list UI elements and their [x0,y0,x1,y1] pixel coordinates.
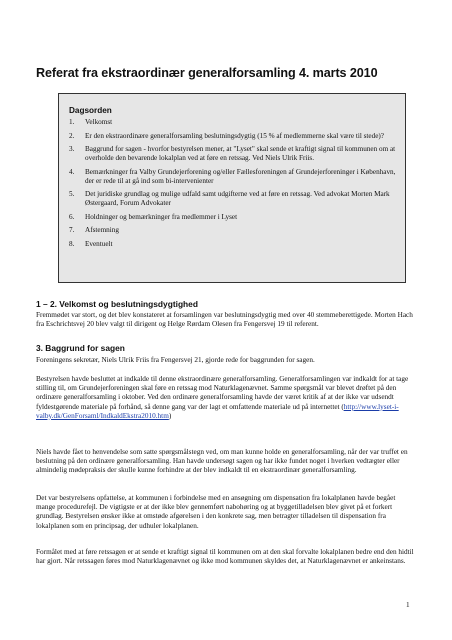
agenda-item-number: 8. [69,239,75,248]
agenda-list [69,118,399,253]
agenda-box [58,93,406,283]
section-paragraph: Formålet med at føre retssagen er at sende et kraftigt signal til kommunen om at den skal forvalte lokalplanen bedre end den hidtil har gjort. Når retssagen føres mod Naturklagenævnet og ikke mod kommunen skyldes det, at Naturklagenævnet er ankeinstans. [36,548,414,566]
agenda-item-text: Velkomst [85,118,113,126]
agenda-item-number: 3. [69,145,75,153]
section-paragraph [36,375,414,421]
agenda-item [69,145,399,163]
agenda-item-text: Baggrund for sagen - hvorfor bestyrelsen mener, at "Lyset" skal sende et kraftigt signal til kommunen om at overholde den bevarende lokalplan ved at føre en retssag. Ved Niels Ulrik Friis. [85,145,396,162]
section-paragraph: Foreningens sekretær, Niels Ulrik Friis fra Fengersvej 21, gjorde rede for baggrunden for sagen. [36,356,315,364]
page-number: 1 [406,601,410,609]
agenda-item-number: 2. [69,131,75,140]
agenda-item-number: 1. [69,118,75,126]
agenda-item [69,190,399,208]
section-paragraph: Niels havde fået to henvendelse som satte spørgsmålstegn ved, om man kunne holde en generalforsamling, når der var truffet en beslutning på den ordinære generalforsamling. Han havde undersøgt sagen og har ikke fundet noget i hverken vedtægter eller almindelig mødepraksis der skulle kunne forhindre at der blev indkaldt til en ekstraordinær generalforsamling. [36,448,408,475]
agenda-item-text: Bemærkninger fra Valby Grundejerforening og/eller Fællesforeningen af Grundejerforeninger i København, der er rede til at gå ind som bi-intervenienter [85,167,396,185]
section-paragraph: Det var bestyrelsens opfattelse, at kommunen i forbindelse med en ansøgning om dispensation fra lokalplanen havde begået mange procedurefejl. De vigtigste er at der ikke blev gennemført nabohøring og at byggetilladelsen blev givet på et forkert grundlag. Bestyrelsen ønsker ikke at omstøde afgørelsen i den konkrete sag, men betragter tilladelsen til dispensation fra lokalplanen som en principsag, der udhuler lokalplanen. [36,494,396,530]
agenda-item [69,213,399,222]
section-heading-velkomst: 1 – 2. Velkomst og beslutningsdygtighed [36,299,198,309]
agenda-item [69,132,399,141]
paragraph-text: Bestyrelsen havde besluttet at indkalde til denne ekstraordinære generalforsamling. Generalforsamlingen var indkaldt for at tage stilling til, om Grundejerforeningen skal føre en retssag mod Naturklagenævnet. Samme spørgsmål var blevet drøftet på den ordinære generalforsamling i oktober. Ved den ordinære generalforsamling havde der været kritik af at der ikke var udsendt fyldestgørende materiale på forhånd, så denne gang var der lagt et omfattende materiale ud på internettet ( [36,375,409,411]
agenda-item-text: Er den ekstraordinære generalforsamling beslutningsdygtig (15 % af medlemmerne skal være til stede)? [85,131,384,140]
agenda-item [69,168,399,186]
page-title: Referat fra ekstraordinær generalforsamling 4. marts 2010 [36,66,378,80]
section-heading-baggrund: 3. Baggrund for sagen [36,343,125,353]
agenda-item-number: 4. [69,167,75,176]
agenda-item-number: 7. [69,226,75,234]
agenda-item-number: 5. [69,190,75,198]
paragraph-text-end: ) [168,411,172,420]
section-paragraph: Fremmødet var stort, og det blev konstateret at forsamlingen var beslutningsdygtig med over 40 stemmeberettigede. Morten Hach fra Eschrichtsvej 20 blev valgt til dirigent og Helge Rørdam Olesen fra Fengersvej 19 til referent. [36,311,413,329]
agenda-item-text: Holdninger og bemærkninger fra medlemmer i Lyset [85,212,238,221]
agenda-item [69,118,399,127]
agenda-item [69,226,399,235]
agenda-item-number: 6. [69,212,75,221]
agenda-heading: Dagsorden [69,106,112,115]
agenda-item-text: Det juridiske grundlag og mulige udfald samt udgifterne ved at føre en retssag. Ved advokat Morten Mark Østergaard, Forum Advokater [85,190,390,207]
agenda-item-text: Afstemning [85,226,119,234]
agenda-item [69,240,399,249]
agenda-item-text: Eventuelt [85,239,113,248]
materiale-link[interactable]: http://www.lyset-i-valby.dk/GenForsaml/IndkaldEkstra2010.htm [36,402,399,420]
